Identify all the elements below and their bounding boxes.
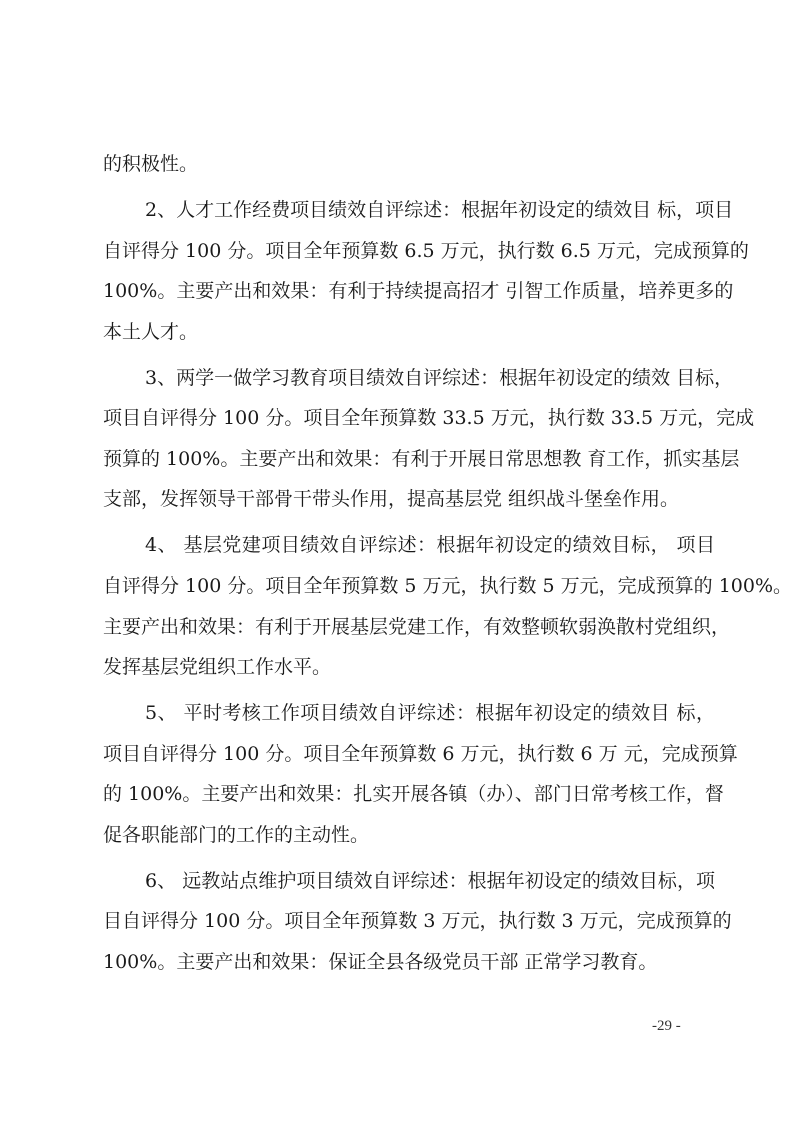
paragraph-5-line-3: 的 100%。主要产出和效果：扎实开展各镇（办）、部门日常考核工作，督 [103,783,724,805]
paragraph-2-line-1: 2、人才工作经费项目绩效自评综述：根据年初设定的绩效目 标，项目 [145,199,734,221]
paragraph-2-line-4: 本土人才。 [103,321,199,343]
paragraph-6-line-2: 目自评得分 100 分。项目全年预算数 3 万元，执行数 3 万元，完成预算的 [103,910,732,932]
paragraph-5-line-1: 5、 平时考核工作项目绩效自评综述：根据年初设定的绩效目 标， [145,702,715,724]
paragraph-5-line-2: 项目自评得分 100 分。项目全年预算数 6 万元，执行数 6 万 元，完成预算 [103,743,738,765]
paragraph-2-line-2: 自评得分 100 分。项目全年预算数 6.5 万元，执行数 6.5 万元，完成预算的 [103,240,749,262]
paragraph-4-line-3: 主要产出和效果：有利于开展基层党建工作，有效整顿软弱涣散村党组织， [103,616,731,638]
paragraph-4-line-4: 发挥基层党组织工作水平。 [103,656,332,678]
paragraph-2-line-3: 100%。主要产出和效果：有利于持续提高招才 引智工作质量，培养更多的 [103,280,734,302]
paragraph-3-line-4: 支部，发挥领导干部骨干带头作用，提高基层党 组织战斗堡垒作用。 [103,488,680,510]
paragraph-3-line-2: 项目自评得分 100 分。项目全年预算数 33.5 万元，执行数 33.5 万元，完成 [103,407,755,429]
paragraph-6-line-3: 100%。主要产出和效果：保证全县各级党员干部 正常学习教育。 [103,951,658,973]
paragraph-1-line-1: 的积极性。 [103,153,199,175]
paragraph-5-line-4: 促各职能部门的工作的主动性。 [103,824,370,846]
paragraph-3-line-3: 预算的 100%。主要产出和效果：有利于开展日常思想教 育工作，抓实基层 [103,448,740,470]
paragraph-4-line-2: 自评得分 100 分。项目全年预算数 5 万元，执行数 5 万元，完成预算的 100%。 [103,575,793,597]
paragraph-6-line-1: 6、 远教站点维护项目绩效自评综述：根据年初设定的绩效目标，项 [145,870,715,892]
page-number: -29 - [652,1018,681,1034]
paragraph-4-line-1: 4、 基层党建项目绩效自评综述：根据年初设定的绩效目标， 项目 [145,534,715,556]
paragraph-3-line-1: 3、两学一做学习教育项目绩效自评综述：根据年初设定的绩效 目标， [145,367,734,389]
